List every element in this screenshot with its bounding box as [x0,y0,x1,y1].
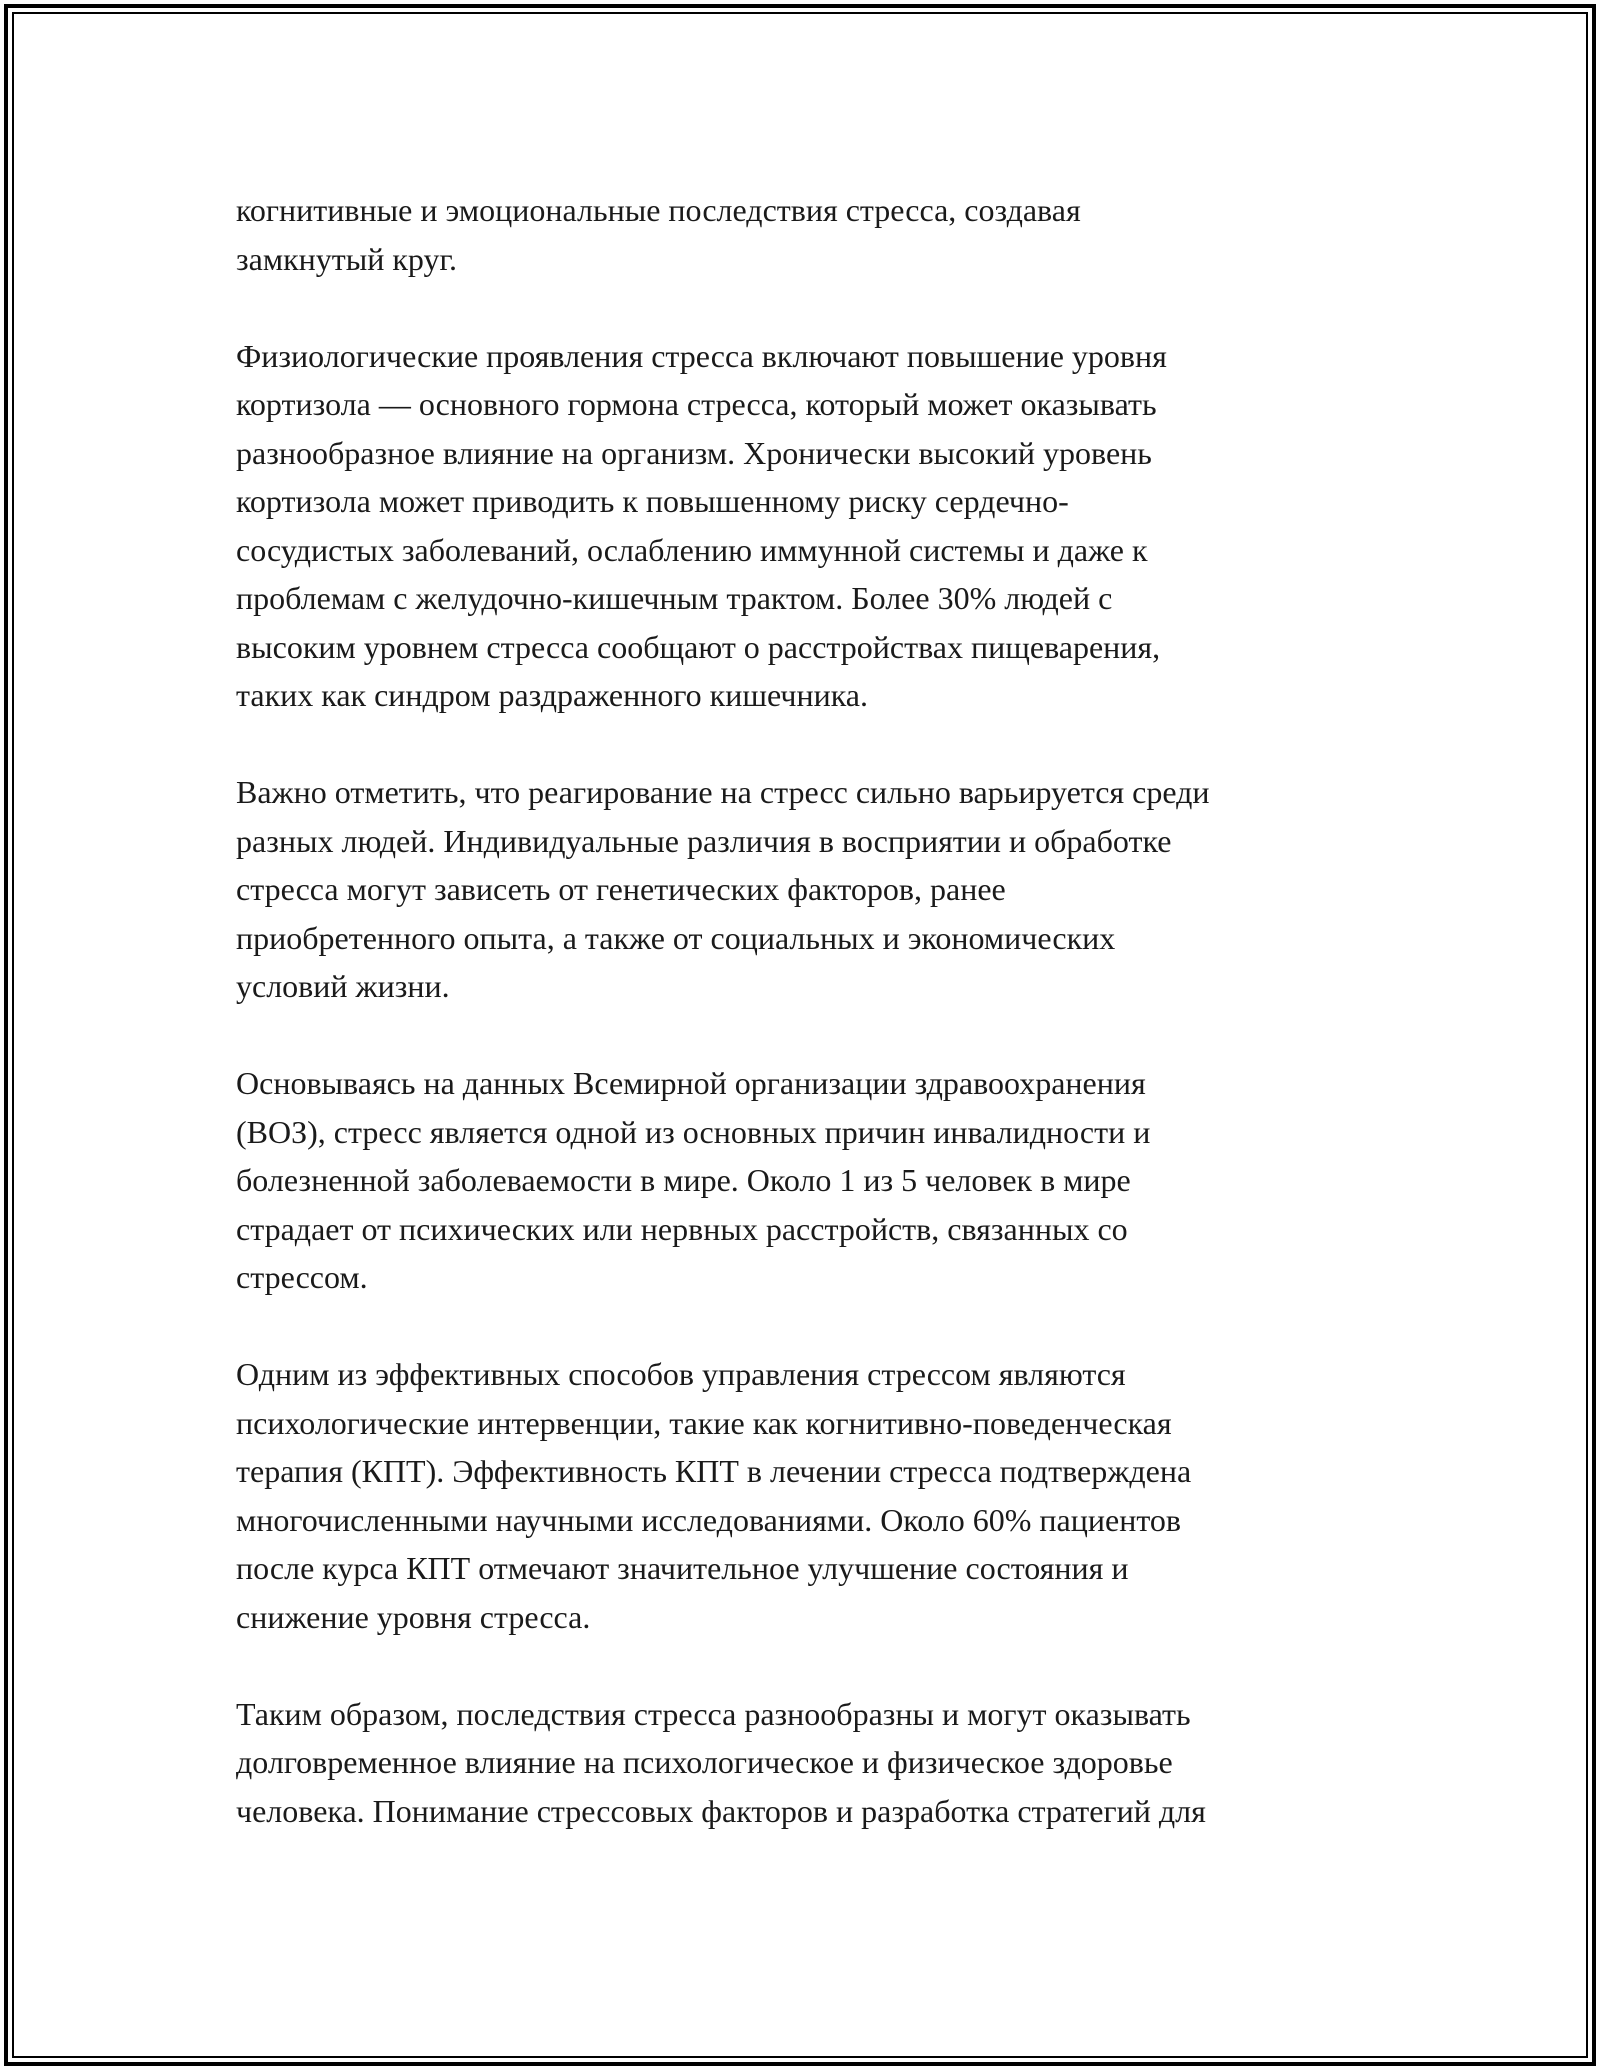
text-line: условий жизни. [236,968,450,1004]
text-line: стресса могут зависеть от генетических факторов, ранее [236,871,1006,907]
text-line: проблемам с желудочно-кишечным трактом. Более 30% людей с [236,580,1113,616]
text-line: Физиологические проявления стресса включают повышение уровня [236,337,1167,374]
text-line: многочисленными научными исследованиями. Около 60% пациентов [236,1501,1181,1538]
text-line: долговременное влияние на психологическое и физическое здоровье [236,1744,1173,1780]
text-line: когнитивные и эмоциональные последствия стресса, создавая [236,192,1081,228]
text-line: замкнутый круг. [236,240,458,277]
text-line: разнообразное влияние на организм. Хронически высокий уровень [236,434,1152,471]
text-line: разных людей. Индивидуальные различия в восприятии и обработке [236,822,1172,859]
paragraph-6 [236,1690,1366,1836]
text-line: психологические интервенции, такие как когнитивно-поведенческая [236,1404,1172,1441]
text-line: кортизола — основного гормона стресса, который может оказывать [236,386,1157,422]
text-line: (ВОЗ), стресс является одной из основных причин инвалидности и [236,1113,1151,1150]
text-line: сосудистых заболеваний, ослаблению иммунной системы и даже к [236,531,1148,568]
text-line: человека. Понимание стрессовых факторов и разработка стратегий для [236,1792,1206,1829]
paragraph-5 [236,1350,1366,1641]
paragraph-3 [236,768,1366,1011]
text-line: Основываясь на данных Всемирной организации здравоохранения [236,1065,1146,1101]
text-line: Одним из эффективных способов управления стрессом являются [236,1356,1126,1392]
text-line: стрессом. [236,1259,368,1295]
paragraph-4 [236,1059,1366,1302]
text-line: страдает от психических или нервных расстройств, связанных со [236,1210,1128,1247]
text-line: снижение уровня стресса. [236,1598,591,1635]
text-line: болезненной заболеваемости в мире. Около 1 из 5 человек в мире [236,1162,1131,1198]
text-line: Важно отметить, что реагирование на стресс сильно варьируется среди [236,774,1210,810]
text-line: приобретенного опыта, а также от социальных и экономических [236,919,1116,956]
paragraph-2 [236,332,1366,720]
text-line: таких как синдром раздраженного кишечника. [236,677,868,713]
text-line: высоким уровнем стресса сообщают о расстройствах пищеварения, [236,628,1161,665]
text-line: Таким образом, последствия стресса разнообразны и могут оказывать [236,1695,1191,1732]
text-line: кортизола может приводить к повышенному риску сердечно- [236,483,1069,519]
paragraph-1 [236,186,1366,283]
text-line: терапия (КПТ). Эффективность КПТ в лечении стресса подтверждена [236,1453,1192,1489]
document-body [236,186,1366,1835]
text-line: после курса КПТ отмечают значительное улучшение состояния и [236,1550,1129,1586]
